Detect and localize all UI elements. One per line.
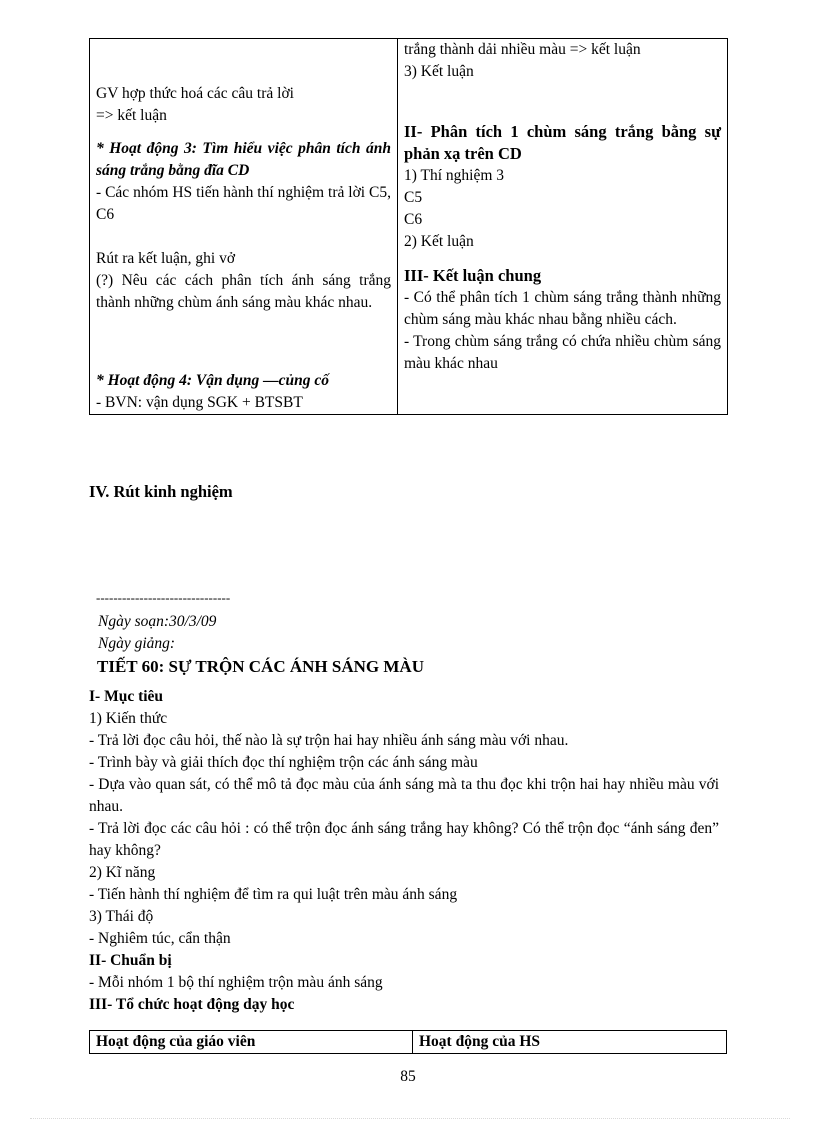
right-text: C6 bbox=[404, 211, 423, 228]
separator-line: ------------------------------- bbox=[96, 590, 231, 605]
heading-muc-tieu: I- Mục tiêu bbox=[89, 688, 164, 705]
rut-kinh-nghiem-heading: IV. Rút kinh nghiệm bbox=[89, 482, 233, 501]
left-text: - Các nhóm HS tiến hành thí nghiệm trả lời C5, C6 bbox=[96, 184, 391, 223]
right-text: trắng thành dải nhiều màu => kết luận bbox=[404, 41, 641, 58]
left-text: - BVN: vận dụng SGK + BTSBT bbox=[96, 394, 303, 411]
heading-to-chuc: III- Tổ chức hoạt động dạy học bbox=[89, 996, 295, 1013]
right-text: 2) Kết luận bbox=[404, 233, 474, 250]
right-text: 1) Thí nghiệm 3 bbox=[404, 167, 505, 184]
activity-4-heading: * Hoạt động 4: Vận dụng —củng cố bbox=[96, 372, 329, 389]
paragraph: - Trả lời đọc các câu hỏi : có thể trộn đọc ánh sáng trắng hay không? Có thể trộn đọc “ánh sáng đen” hay không? bbox=[89, 820, 719, 859]
left-text: GV hợp thức hoá các câu trả lời bbox=[96, 85, 294, 102]
paragraph: - Trả lời đọc câu hỏi, thế nào là sự trộn hai hay nhiều ánh sáng màu với nhau. bbox=[89, 732, 569, 749]
page-number: 85 bbox=[400, 1068, 416, 1085]
lesson-title: TIẾT 60: SỰ TRỘN CÁC ÁNH SÁNG MÀU bbox=[97, 657, 424, 676]
paragraph: 1) Kiến thức bbox=[89, 710, 168, 727]
lesson-body bbox=[89, 686, 719, 1016]
header-student: Hoạt động của HS bbox=[413, 1031, 727, 1054]
paragraph: - Tiến hành thí nghiệm để tìm ra qui luật trên màu ánh sáng bbox=[89, 886, 458, 903]
lesson-table-continued bbox=[89, 38, 728, 415]
activity-table-header bbox=[89, 1030, 727, 1054]
left-text: => kết luận bbox=[96, 107, 167, 124]
paragraph: - Nghiêm túc, cẩn thận bbox=[89, 930, 231, 947]
paragraph: - Mỗi nhóm 1 bộ thí nghiệm trộn màu ánh sáng bbox=[89, 974, 383, 991]
footer-dotted-line bbox=[30, 1118, 790, 1119]
ngay-giang: Ngày giảng: bbox=[98, 635, 176, 652]
right-text: - Có thể phân tích 1 chùm sáng trắng thành những chùm sáng màu khác nhau bằng nhiều cách. bbox=[404, 289, 721, 328]
paragraph: 2) Kĩ năng bbox=[89, 864, 156, 881]
section-iii-heading: III- Kết luận chung bbox=[404, 266, 542, 285]
right-text: C5 bbox=[404, 189, 423, 206]
left-text: (?) Nêu các cách phân tích ánh sáng trắng thành những chùm ánh sáng màu khác nhau. bbox=[96, 272, 391, 311]
paragraph: - Trình bày và giải thích đọc thí nghiệm trộn các ánh sáng màu bbox=[89, 754, 478, 771]
teacher-activity-cell bbox=[90, 39, 398, 415]
heading-chuan-bi: II- Chuẩn bị bbox=[89, 952, 172, 969]
header-teacher: Hoạt động của giáo viên bbox=[90, 1031, 413, 1054]
student-activity-cell bbox=[398, 39, 728, 415]
paragraph: 3) Thái độ bbox=[89, 908, 154, 925]
right-text: - Trong chùm sáng trắng có chứa nhiều chùm sáng màu khác nhau bbox=[404, 333, 721, 372]
left-text: Rút ra kết luận, ghi vở bbox=[96, 250, 236, 267]
activity-3-heading: * Hoạt động 3: Tìm hiểu việc phân tích ánh sáng trắng bằng đĩa CD bbox=[96, 140, 391, 179]
paragraph: - Dựa vào quan sát, có thể mô tả đọc màu của ánh sáng mà ta thu đọc khi trộn hai hay nhiều màu với nhau. bbox=[89, 776, 719, 815]
ngay-soan: Ngày soạn:30/3/09 bbox=[98, 613, 217, 630]
right-text: 3) Kết luận bbox=[404, 63, 474, 80]
section-ii-heading: II- Phân tích 1 chùm sáng trắng bằng sự phản xạ trên CD bbox=[404, 122, 721, 163]
